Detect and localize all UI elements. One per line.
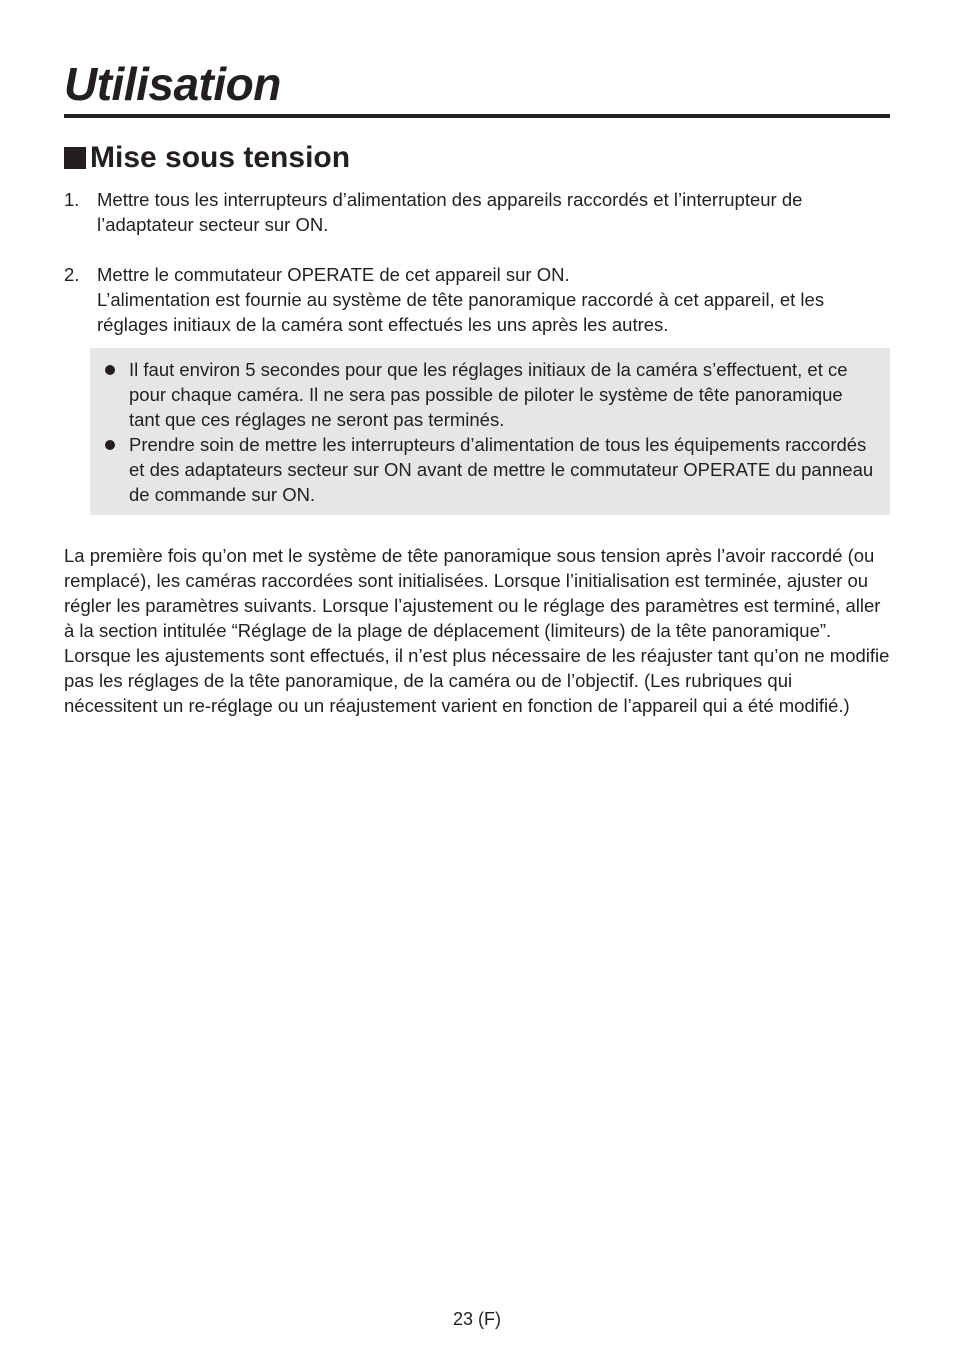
step-text: Mettre le commutateur OPERATE de cet appareil sur ON. [97, 264, 570, 285]
step-item [64, 187, 890, 237]
paragraph: La première fois qu’on met le système de tête panoramique sous tension après l’avoir raccordé (ou remplacé), les caméras raccordées sont initialisées. Lorsque l’initialisation est terminée, ajuster ou régler les paramètres suivants. Lorsque l’ajustement ou le réglage des paramètres est terminé, aller à la section intitulée “Réglage de la plage de déplacement (limiteurs) de la tête panoramique”. [64, 545, 881, 641]
page-number: 23 (F) [452, 1309, 501, 1329]
bullet-icon [105, 365, 115, 375]
step-item [64, 262, 890, 337]
paragraph: Lorsque les ajustements sont effectués, il n’est plus nécessaire de les réajuster tant qu’on ne modifie pas les réglages de la tête panoramique, de la caméra ou de l’objectif. (Les rubriques qui nécessitent un re-réglage ou un réajustement varient en fonction de l’appareil qui a été modifié.) [64, 645, 890, 716]
section-heading [64, 138, 350, 178]
step-text: Mettre tous les interrupteurs d’alimentation des appareils raccordés et l’interrupteur de l’adaptateur secteur sur ON. [97, 189, 803, 235]
note-list [104, 357, 876, 507]
note-item [104, 432, 876, 507]
steps-list [64, 187, 890, 337]
body-paragraphs [64, 543, 890, 718]
step-number: 1. [64, 189, 80, 210]
note-text: Il faut environ 5 secondes pour que les réglages initiaux de la caméra s’effectuent, et ce pour chaque caméra. Il ne sera pas possible de piloter le système de tête panoramique tant que ces réglages ne seront pas terminés. [129, 359, 848, 430]
step-number: 2. [64, 264, 80, 285]
title-divider [64, 114, 890, 118]
note-item [104, 357, 876, 432]
step-detail: L’alimentation est fournie au système de tête panoramique raccordé à cet appareil, et les réglages initiaux de la caméra sont effectués les uns après les autres. [97, 289, 825, 335]
bullet-icon [105, 440, 115, 450]
note-text: Prendre soin de mettre les interrupteurs d’alimentation de tous les équipements raccordés et des adaptateurs secteur sur ON avant de mettre le commutateur OPERATE du panneau de commande sur ON. [129, 434, 874, 505]
square-bullet-icon [64, 147, 86, 169]
note-box [90, 348, 890, 515]
page-title: Utilisation [64, 58, 281, 110]
section-heading-text: Mise sous tension [90, 141, 351, 174]
